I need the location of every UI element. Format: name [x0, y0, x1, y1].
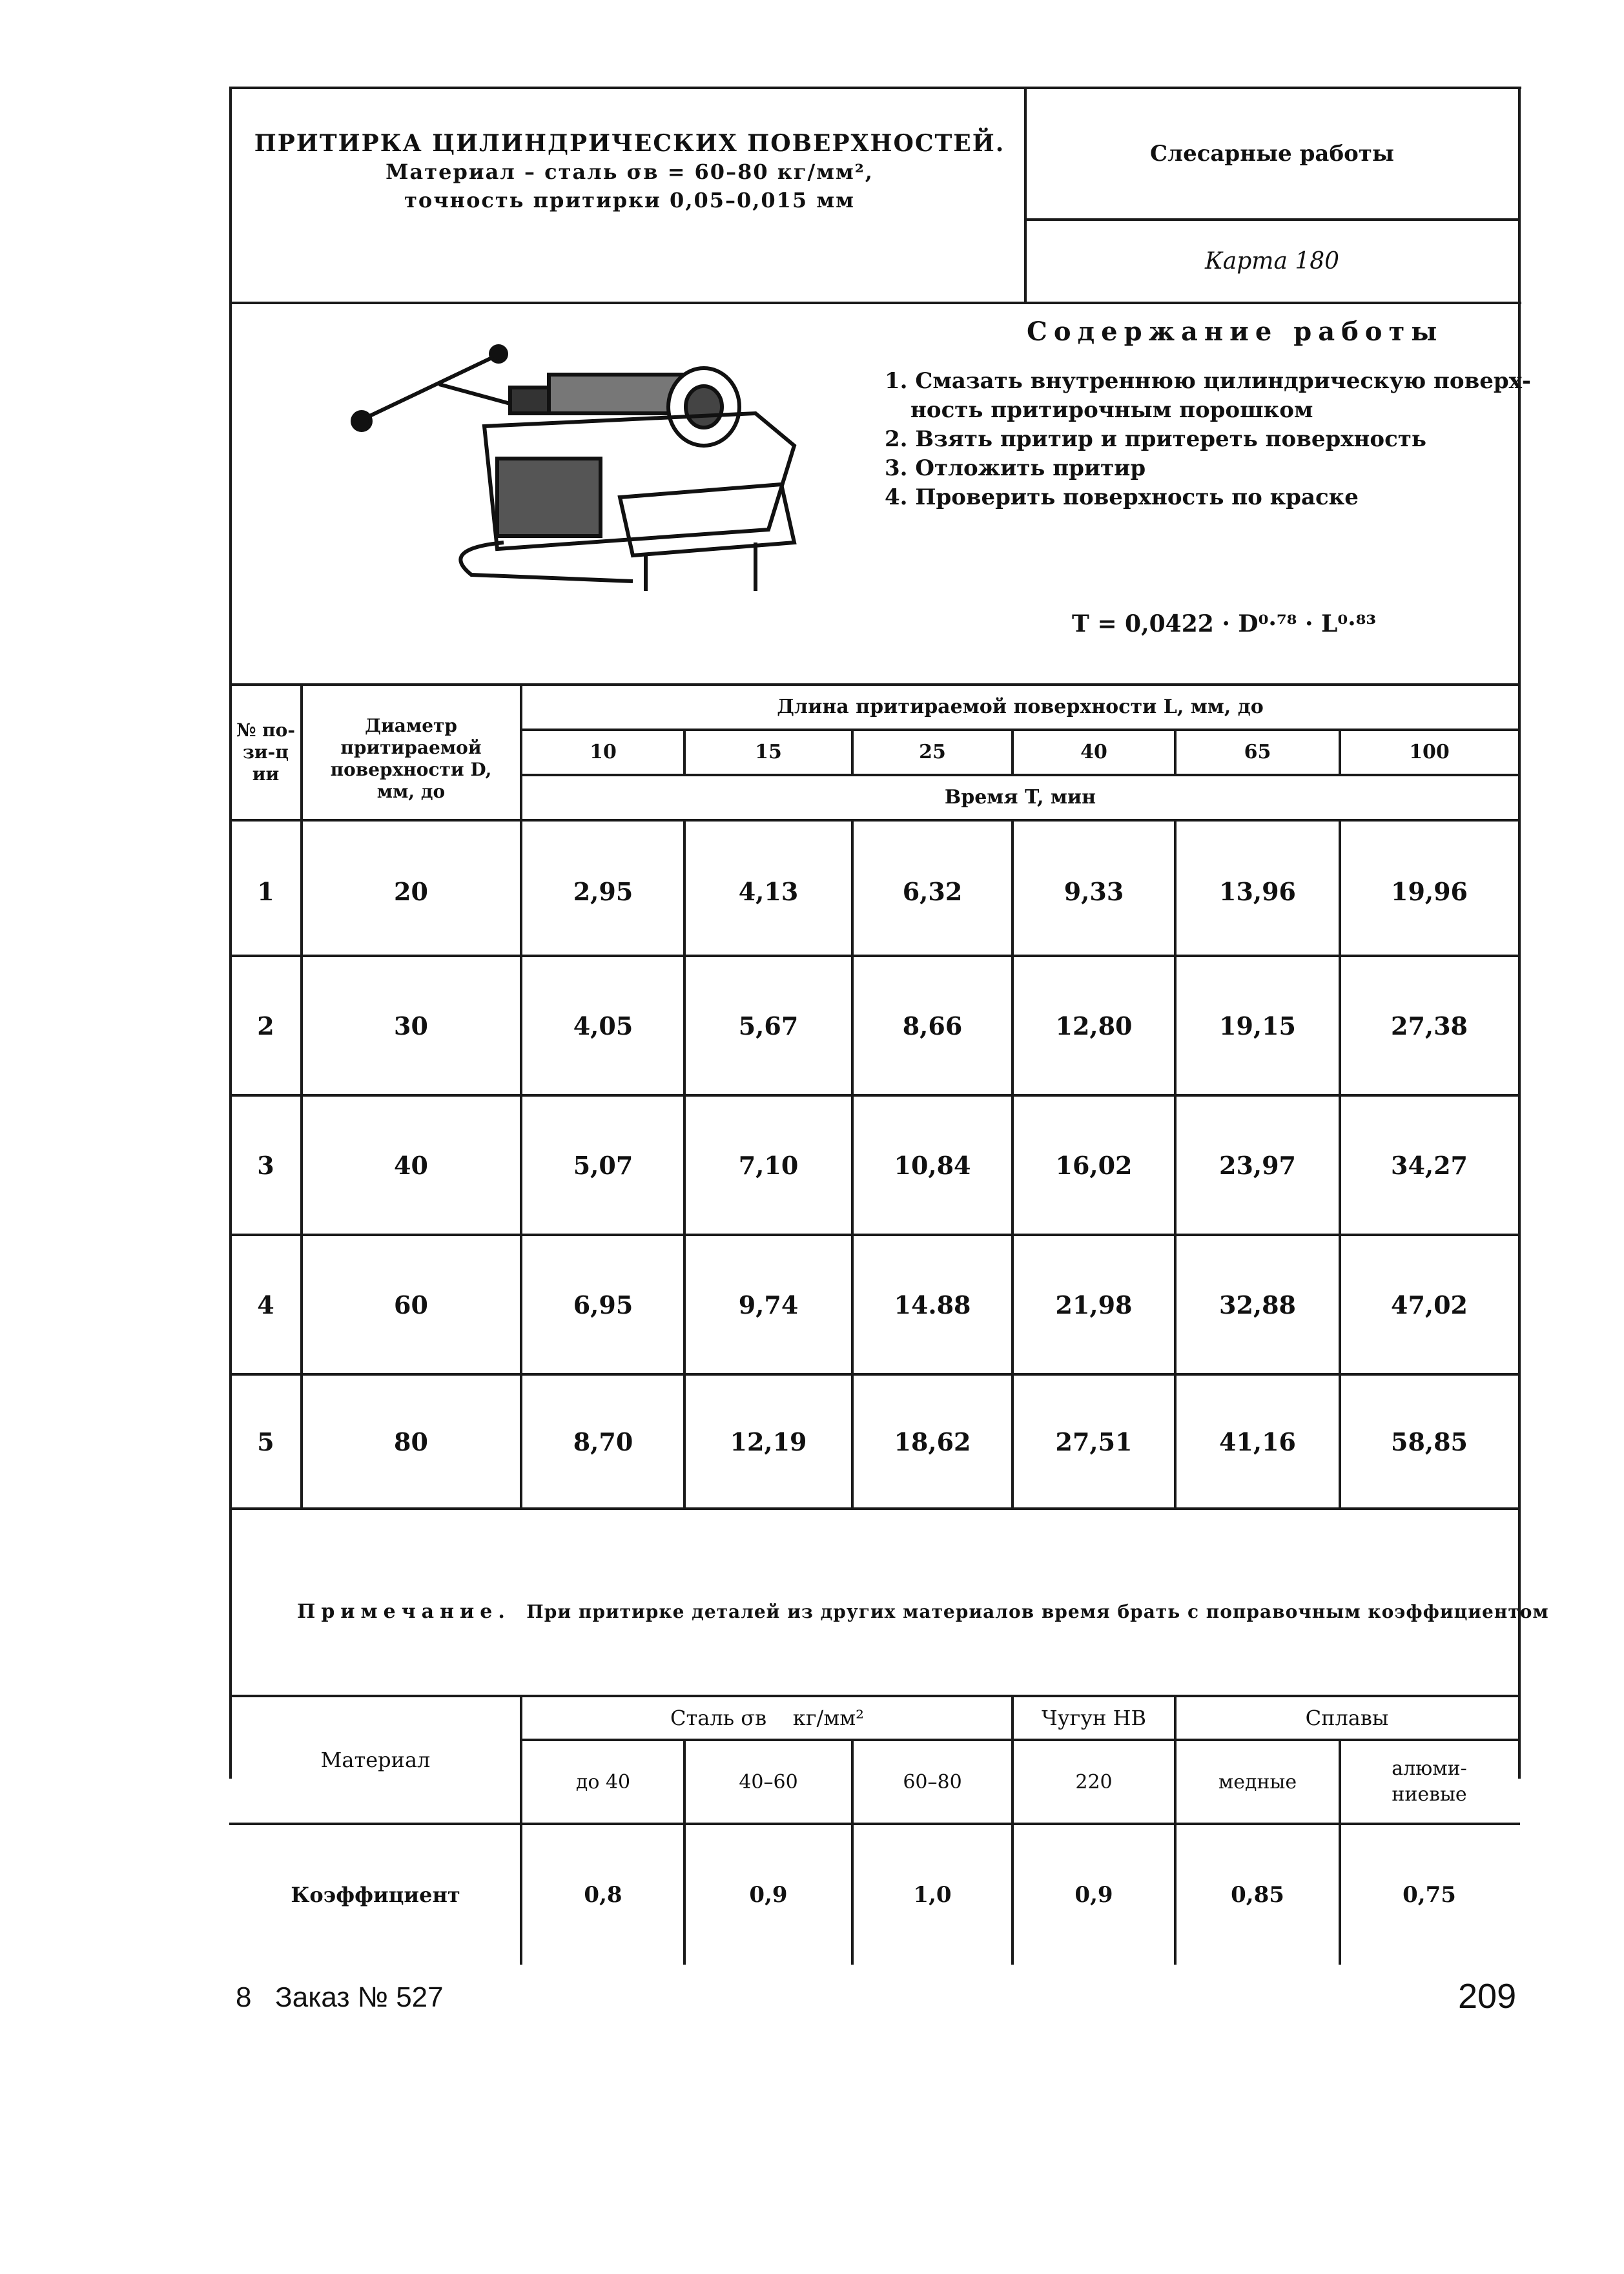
table-cell: 8,66: [902, 1011, 963, 1040]
table-cell: 6,32: [902, 876, 963, 906]
work-step-3: 3. Отложить притир: [885, 455, 1146, 481]
table-row-1-position: 1: [257, 876, 274, 906]
coef-sub-2: 40–60: [739, 1770, 798, 1793]
coef-value: 0,85: [1231, 1882, 1284, 1908]
coef-sub-4: 220: [1075, 1770, 1113, 1793]
table-cell: 16,02: [1055, 1150, 1133, 1180]
table-cell: 47,02: [1391, 1290, 1468, 1319]
coef-steel-header: Сталь σв кг/мм²: [670, 1706, 864, 1730]
note: [297, 1600, 1549, 1623]
table-cell: 34,27: [1391, 1150, 1468, 1180]
title-line-3: точность притирки 0,05–0,015 мм: [404, 188, 855, 212]
coef-value: 0,8: [584, 1882, 622, 1908]
coef-alloys-header: Сплавы: [1305, 1706, 1389, 1730]
table-row-1-diameter: 20: [394, 876, 428, 906]
table-row-2-diameter: 30: [394, 1011, 428, 1040]
table-cell: 12,19: [730, 1427, 807, 1456]
time-formula: T = 0,0422 · D⁰·⁷⁸ · L⁰·⁸³: [1072, 610, 1377, 637]
work-step-4: 4. Проверить поверхность по краске: [885, 484, 1359, 510]
table-cell: 14.88: [894, 1290, 971, 1319]
coef-cast-iron-header: Чугун НВ: [1041, 1706, 1147, 1730]
work-heading: Содержание работы: [1027, 316, 1444, 347]
coef-sub-5: медные: [1218, 1770, 1297, 1793]
length-40: 40: [1080, 741, 1107, 763]
table-cell: 4,13: [738, 876, 799, 906]
coef-material-header: Материал: [320, 1748, 431, 1772]
work-step-1: 1. Смазать внутреннюю цилиндрическую поверх-: [885, 368, 1532, 394]
col-diameter-header: Диаметр притираемой поверхности D, мм, до: [330, 714, 492, 802]
table-cell: 19,15: [1219, 1011, 1296, 1040]
table-cell: 21,98: [1055, 1290, 1133, 1319]
table-cell: 8,70: [573, 1427, 633, 1456]
table-cell: 27,38: [1391, 1011, 1468, 1040]
table-cell: 4,05: [573, 1011, 633, 1040]
title-line-2: Материал – сталь σв = 60–80 кг/мм²,: [385, 160, 874, 184]
table-row-3-position: 3: [257, 1150, 274, 1180]
coef-sub-6: алюми-ниевые: [1392, 1757, 1467, 1806]
note-label: Примечание.: [297, 1600, 511, 1623]
table-row-2-position: 2: [257, 1011, 274, 1040]
table-row-5-position: 5: [257, 1427, 274, 1456]
work-step-1b: ность притирочным порошком: [910, 397, 1313, 423]
table-cell: 10,84: [894, 1150, 971, 1180]
table-cell: 13,96: [1219, 876, 1296, 906]
order-number: 8 Заказ № 527: [236, 1981, 444, 2013]
table-cell: 2,95: [573, 876, 633, 906]
category-label: Слесарные работы: [1150, 141, 1394, 167]
note-text: При притирке деталей из других материалов время брать с поправочным коэффициентом: [526, 1601, 1549, 1622]
card-number: Карта 180: [1204, 248, 1340, 274]
coef-value: 0,75: [1403, 1882, 1456, 1908]
title-line-1: ПРИТИРКА ЦИЛИНДРИЧЕСКИХ ПОВЕРХНОСТЕЙ.: [254, 130, 1005, 157]
table-row-4-diameter: 60: [394, 1290, 428, 1319]
table-cell: 12,80: [1055, 1011, 1133, 1040]
length-100: 100: [1409, 741, 1450, 763]
col-position-header: № по-зи-ции: [236, 719, 295, 785]
table-row-4-position: 4: [257, 1290, 274, 1319]
coef-sub-3: 60–80: [903, 1770, 962, 1793]
table-cell: 41,16: [1219, 1427, 1296, 1456]
length-25: 25: [919, 741, 946, 763]
coef-row-label: Коэффициент: [291, 1883, 460, 1907]
doc-title: [245, 129, 1014, 214]
length-65: 65: [1244, 741, 1271, 763]
table-row-5-diameter: 80: [394, 1427, 428, 1456]
table-cell: 58,85: [1391, 1427, 1468, 1456]
table-cell: 18,62: [894, 1427, 971, 1456]
work-step-2: 2. Взять притир и притереть поверхность: [885, 426, 1426, 452]
table-cell: 5,07: [573, 1150, 633, 1180]
time-header: Время T, мин: [944, 786, 1096, 809]
page-number: 209: [1458, 1977, 1517, 2016]
vise-illustration: [342, 336, 820, 594]
coef-value: 0,9: [749, 1882, 788, 1908]
table-cell: 19,96: [1391, 876, 1468, 906]
table-cell: 7,10: [738, 1150, 799, 1180]
coef-sub-1: до 40: [575, 1770, 631, 1793]
length-15: 15: [755, 741, 782, 763]
table-cell: 9,74: [738, 1290, 799, 1319]
table-cell: 6,95: [573, 1290, 633, 1319]
table-cell: 5,67: [738, 1011, 799, 1040]
length-10: 10: [590, 741, 617, 763]
table-cell: 9,33: [1064, 876, 1124, 906]
coef-value: 1,0: [913, 1882, 952, 1908]
table-cell: 27,51: [1055, 1427, 1133, 1456]
table-row-3-diameter: 40: [394, 1150, 428, 1180]
table-cell: 23,97: [1219, 1150, 1296, 1180]
coef-value: 0,9: [1074, 1882, 1113, 1908]
length-header: Длина притираемой поверхности L, мм, до: [777, 696, 1264, 718]
table-cell: 32,88: [1219, 1290, 1296, 1319]
